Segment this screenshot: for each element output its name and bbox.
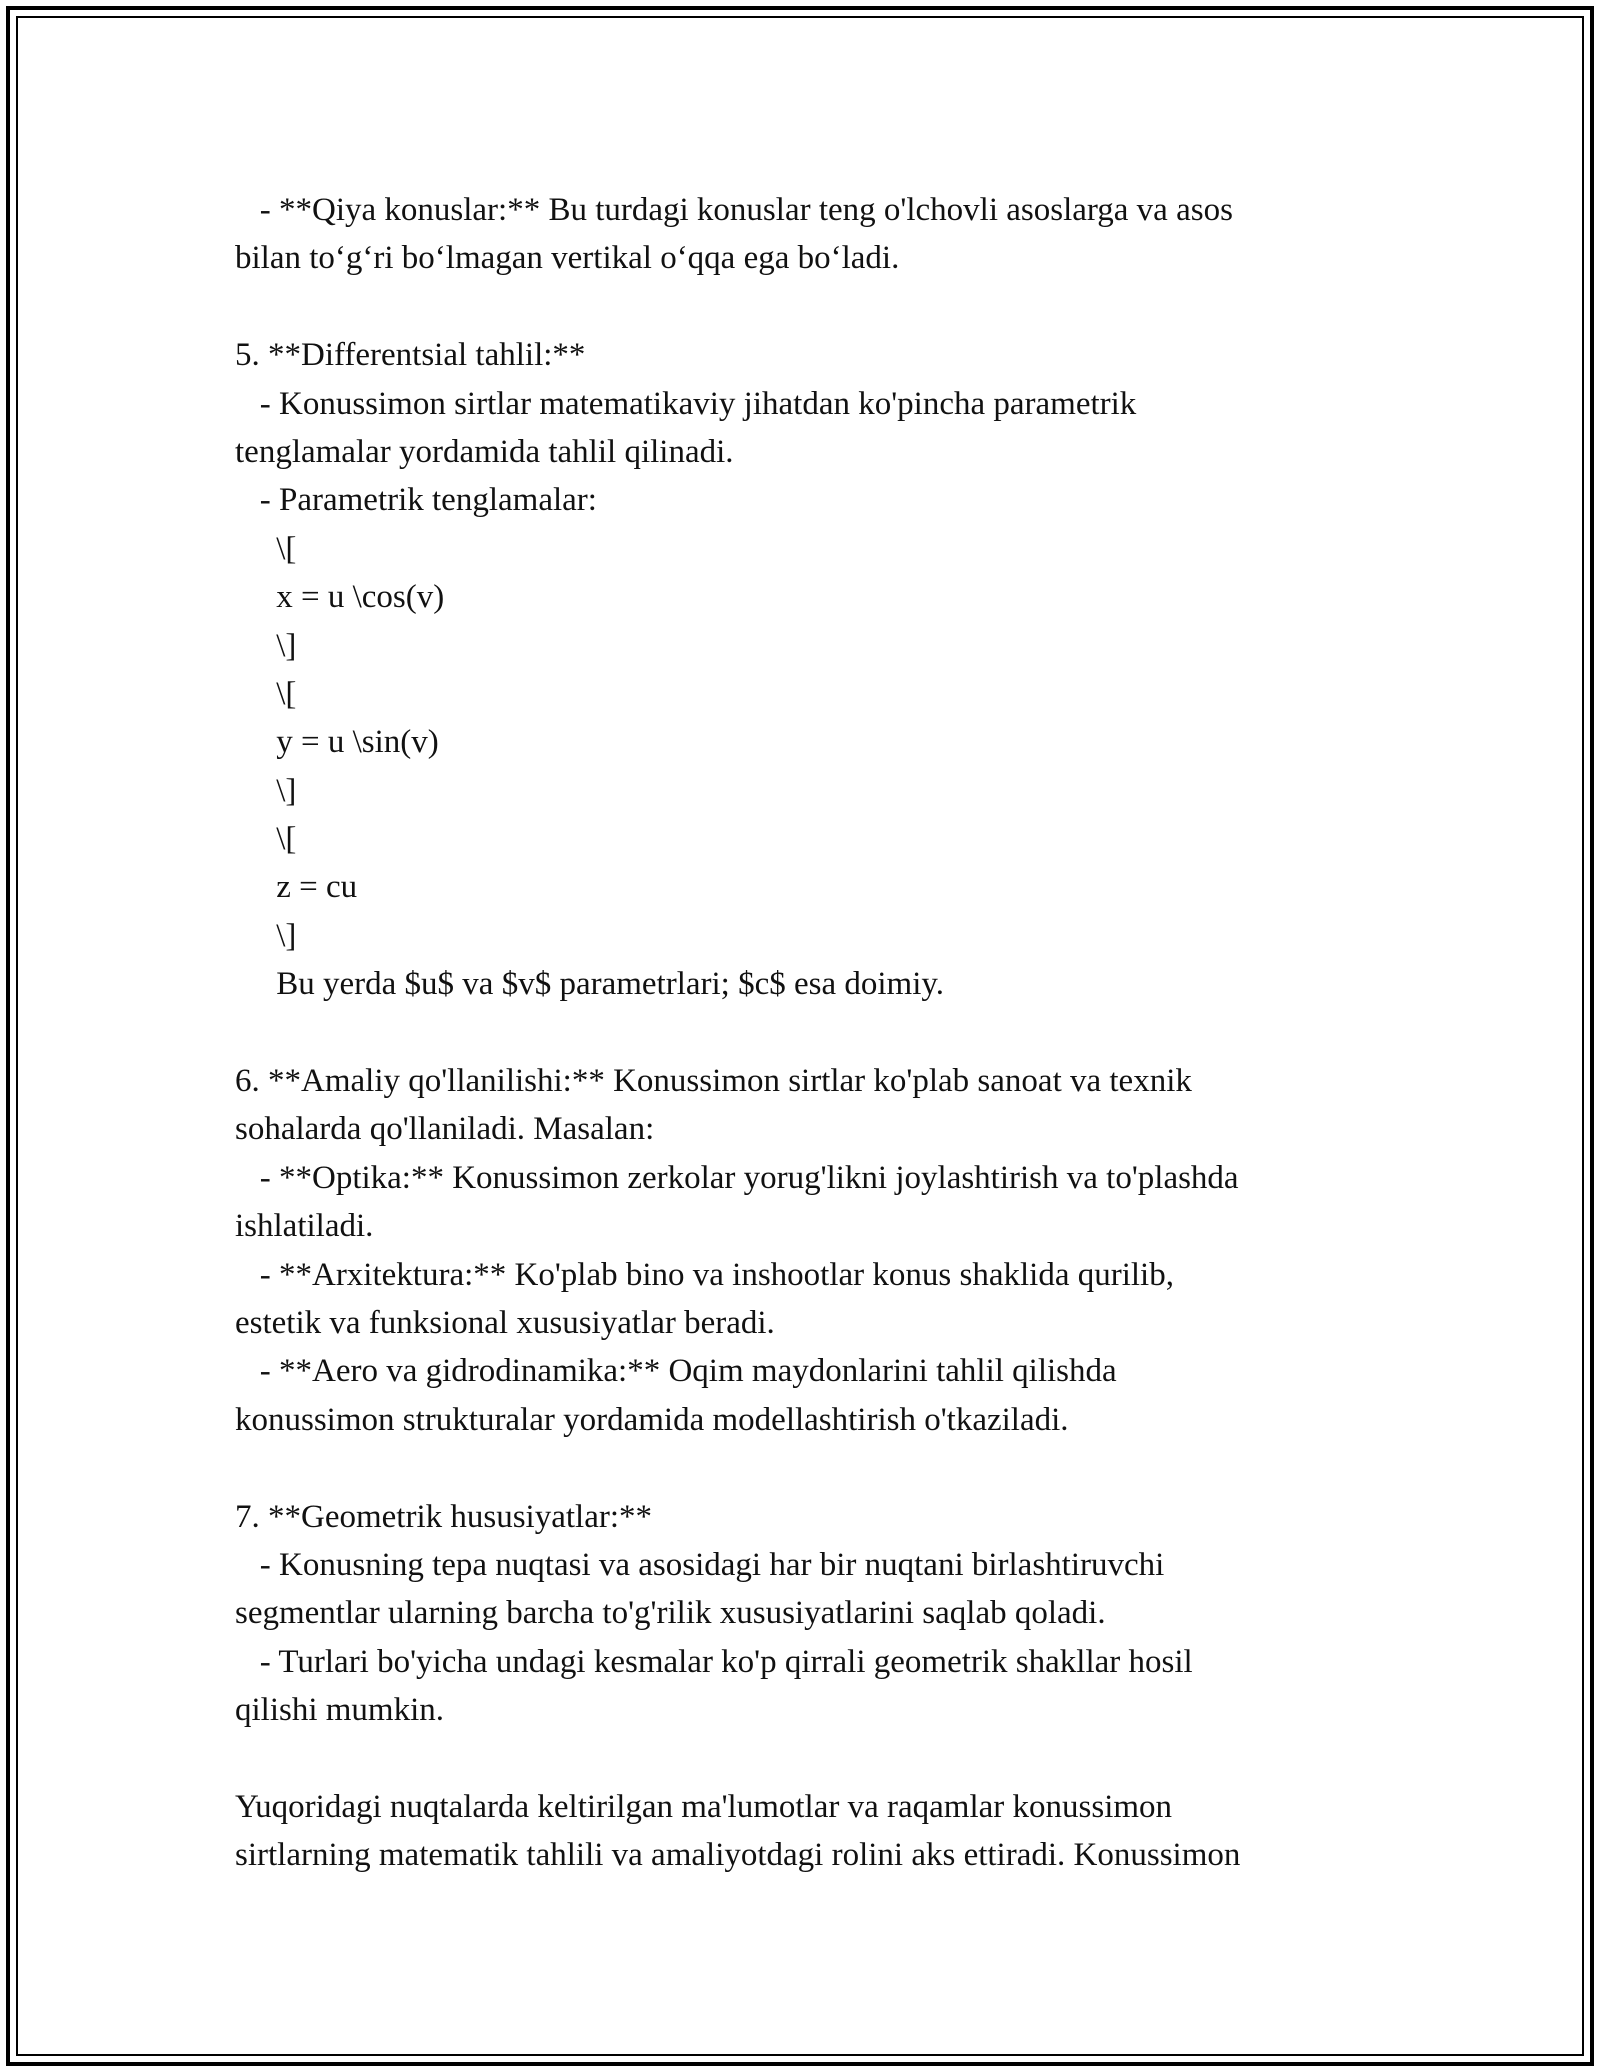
text-line: bilan to‘g‘ri bo‘lmagan vertikal o‘qqa ega bo‘ladi.: [235, 240, 900, 277]
text-line: - Parametrik tenglamalar:: [235, 482, 597, 519]
text-line: - **Aero va gidrodinamika:** Oqim maydonlarini tahlil qilishda: [235, 1353, 1117, 1390]
text-line: Yuqoridagi nuqtalarda keltirilgan ma'lumotlar va raqamlar konussimon: [235, 1788, 1173, 1825]
equation-line: \]: [235, 917, 297, 954]
text-line: estetik va funksional xususiyatlar beradi.: [235, 1304, 775, 1341]
text-line: konussimon strukturalar yordamida modellashtirish o'tkaziladi.: [235, 1401, 1069, 1438]
equation-line: \]: [235, 627, 297, 664]
equation-line: y = u \sin(v): [235, 724, 439, 761]
equation-line: \[: [235, 530, 297, 567]
section-heading: 6. **Amaliy qo'llanilishi:** Konussimon sirtlar ko'plab sanoat va texnik: [235, 1063, 1192, 1100]
text-line: tenglamalar yordamida tahlil qilinadi.: [235, 433, 734, 470]
section-heading: 7. **Geometrik hususiyatlar:**: [235, 1498, 653, 1535]
text-line: - Turlari bo'yicha undagi kesmalar ko'p qirrali geometrik shakllar hosil: [235, 1643, 1193, 1680]
text-line: sirtlarning matematik tahlili va amaliyotdagi rolini aks ettiradi. Konussimon: [235, 1837, 1241, 1874]
text-line: [235, 1735, 1415, 1783]
text-line: - Konusning tepa nuqtasi va asosidagi har bir nuqtani birlashtiruvchi: [235, 1546, 1165, 1583]
text-line: Bu yerda $u$ va $v$ parametrlari; $c$ esa doimiy.: [235, 966, 944, 1003]
text-line: [235, 1009, 1415, 1057]
text-line: - **Qiya konuslar:** Bu turdagi konuslar teng o'lchovli asoslarga va asos: [235, 192, 1233, 228]
text-line: segmentlar ularning barcha to'g'rilik xususiyatlarini saqlab qoladi.: [235, 1595, 1106, 1632]
text-line: qilishi mumkin.: [235, 1692, 445, 1729]
text-line: [235, 1444, 1415, 1492]
text-line: ishlatiladi.: [235, 1208, 374, 1245]
equation-line: \]: [235, 772, 297, 809]
document-body: [235, 186, 1415, 1880]
equation-line: z = cu: [235, 869, 358, 906]
text-line: - **Arxitektura:** Ko'plab bino va inshootlar konus shaklida qurilib,: [235, 1256, 1174, 1293]
text-line: - Konussimon sirtlar matematikaviy jihatdan ko'pincha parametrik: [235, 385, 1137, 422]
equation-line: \[: [235, 675, 297, 712]
equation-line: x = u \cos(v): [235, 579, 445, 616]
section-heading: 5. **Differentsial tahlil:**: [235, 337, 586, 374]
text-line: sohalarda qo'llaniladi. Masalan:: [235, 1111, 655, 1148]
text-line: [235, 283, 1415, 331]
equation-line: \[: [235, 821, 297, 858]
text-line: - **Optika:** Konussimon zerkolar yorug'likni joylashtirish va to'plashda: [235, 1159, 1239, 1196]
